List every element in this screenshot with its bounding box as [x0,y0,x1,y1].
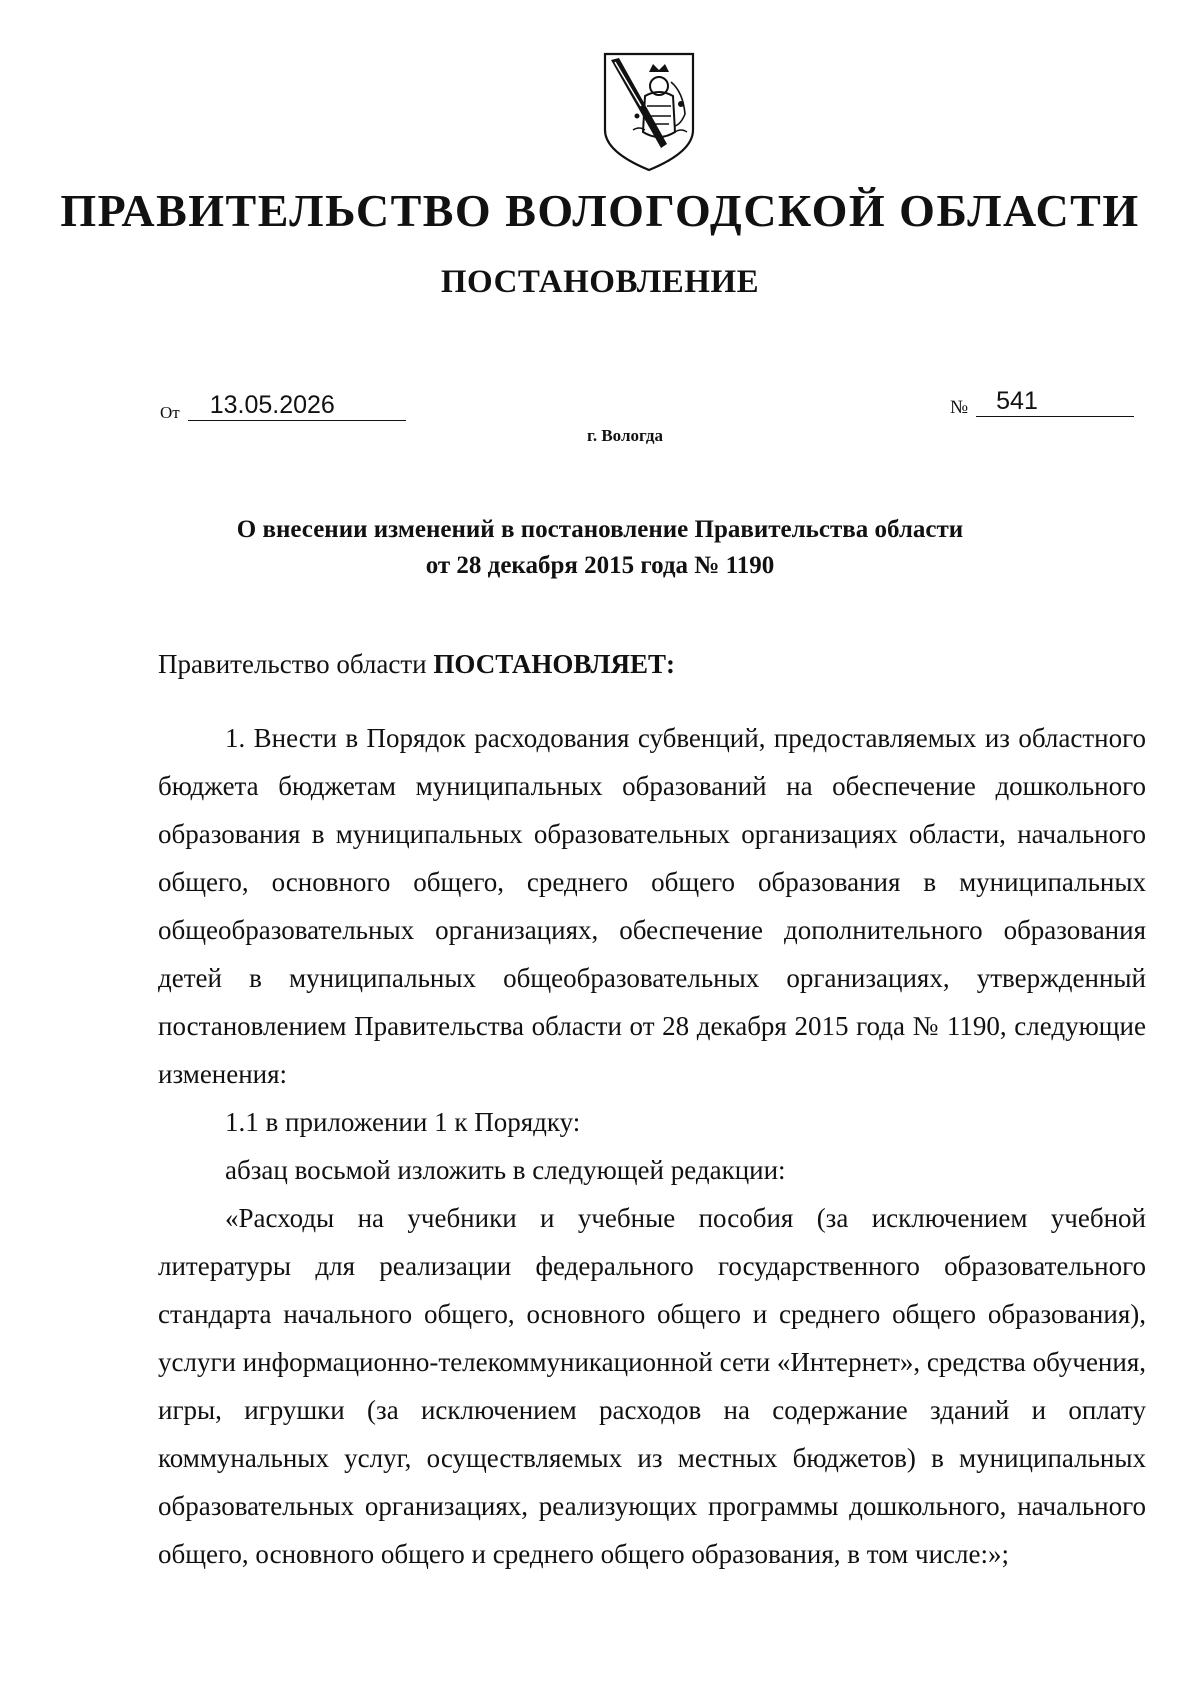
number-value: 541 [976,388,1134,417]
date-label: От [160,402,180,422]
paragraph-1-1: 1.1 в приложении 1 к Порядку: [225,1107,581,1137]
document-body [158,640,1146,1578]
subject-line-1: О внесении изменений в постановление Правительства области [236,516,964,543]
number-label: № [950,396,969,418]
document-number-field [950,388,1134,417]
city-label: г. Вологда [587,426,663,445]
intro-text: Правительство области [158,649,434,679]
date-field [160,392,406,421]
subject-line-2: от 28 декабря 2015 года № 1190 [425,552,775,579]
date-value: 13.05.2026 [188,392,406,421]
document-type: ПОСТАНОВЛЕНИЕ [440,264,760,300]
government-title: ПРАВИТЕЛЬСТВО ВОЛОГОДСКОЙ ОБЛАСТИ [60,185,1140,236]
paragraph-abzac: абзац восьмой изложить в следующей редакции: [225,1155,786,1185]
resolution-intro [158,640,1146,688]
paragraph-quote: «Расходы на учебники и учебные пособия (за исключением учебной литературы для реализации федерального государственного образовательного стандарта начального общего, основного общего и среднего общего образования), услуги информационно-телекоммуникационной сети «Интернет», средства обучения, игры, игрушки (за исключением расходов на содержание зданий и оплату коммунальных услуг, осуществляемых из местных бюджетов) в муниципальных образовательных организациях, реализующих программы дошкольного, начального общего, основного общего и среднего общего образования, в том числе:»; [158,1203,1146,1569]
coat-of-arms-icon [601,52,697,172]
paragraph-1: 1. Внести в Порядок расходования субвенций, предоставляемых из областного бюджета бюджетам муниципальных образований на обеспечение дошкольного образования в муниципальных образовательных организациях области, начального общего, основного общего, среднего общего образования в муниципальных общеобразовательных организациях, обеспечение дополнительного образования детей в муниципальных общеобразовательных организациях, утвержденный постановлением Правительства области от 28 декабря 2015 года № 1190, следующие изменения: [158,723,1146,1089]
intro-keyword: ПОСТАНОВЛЯЕТ: [433,649,675,679]
document-subject [0,512,1200,584]
